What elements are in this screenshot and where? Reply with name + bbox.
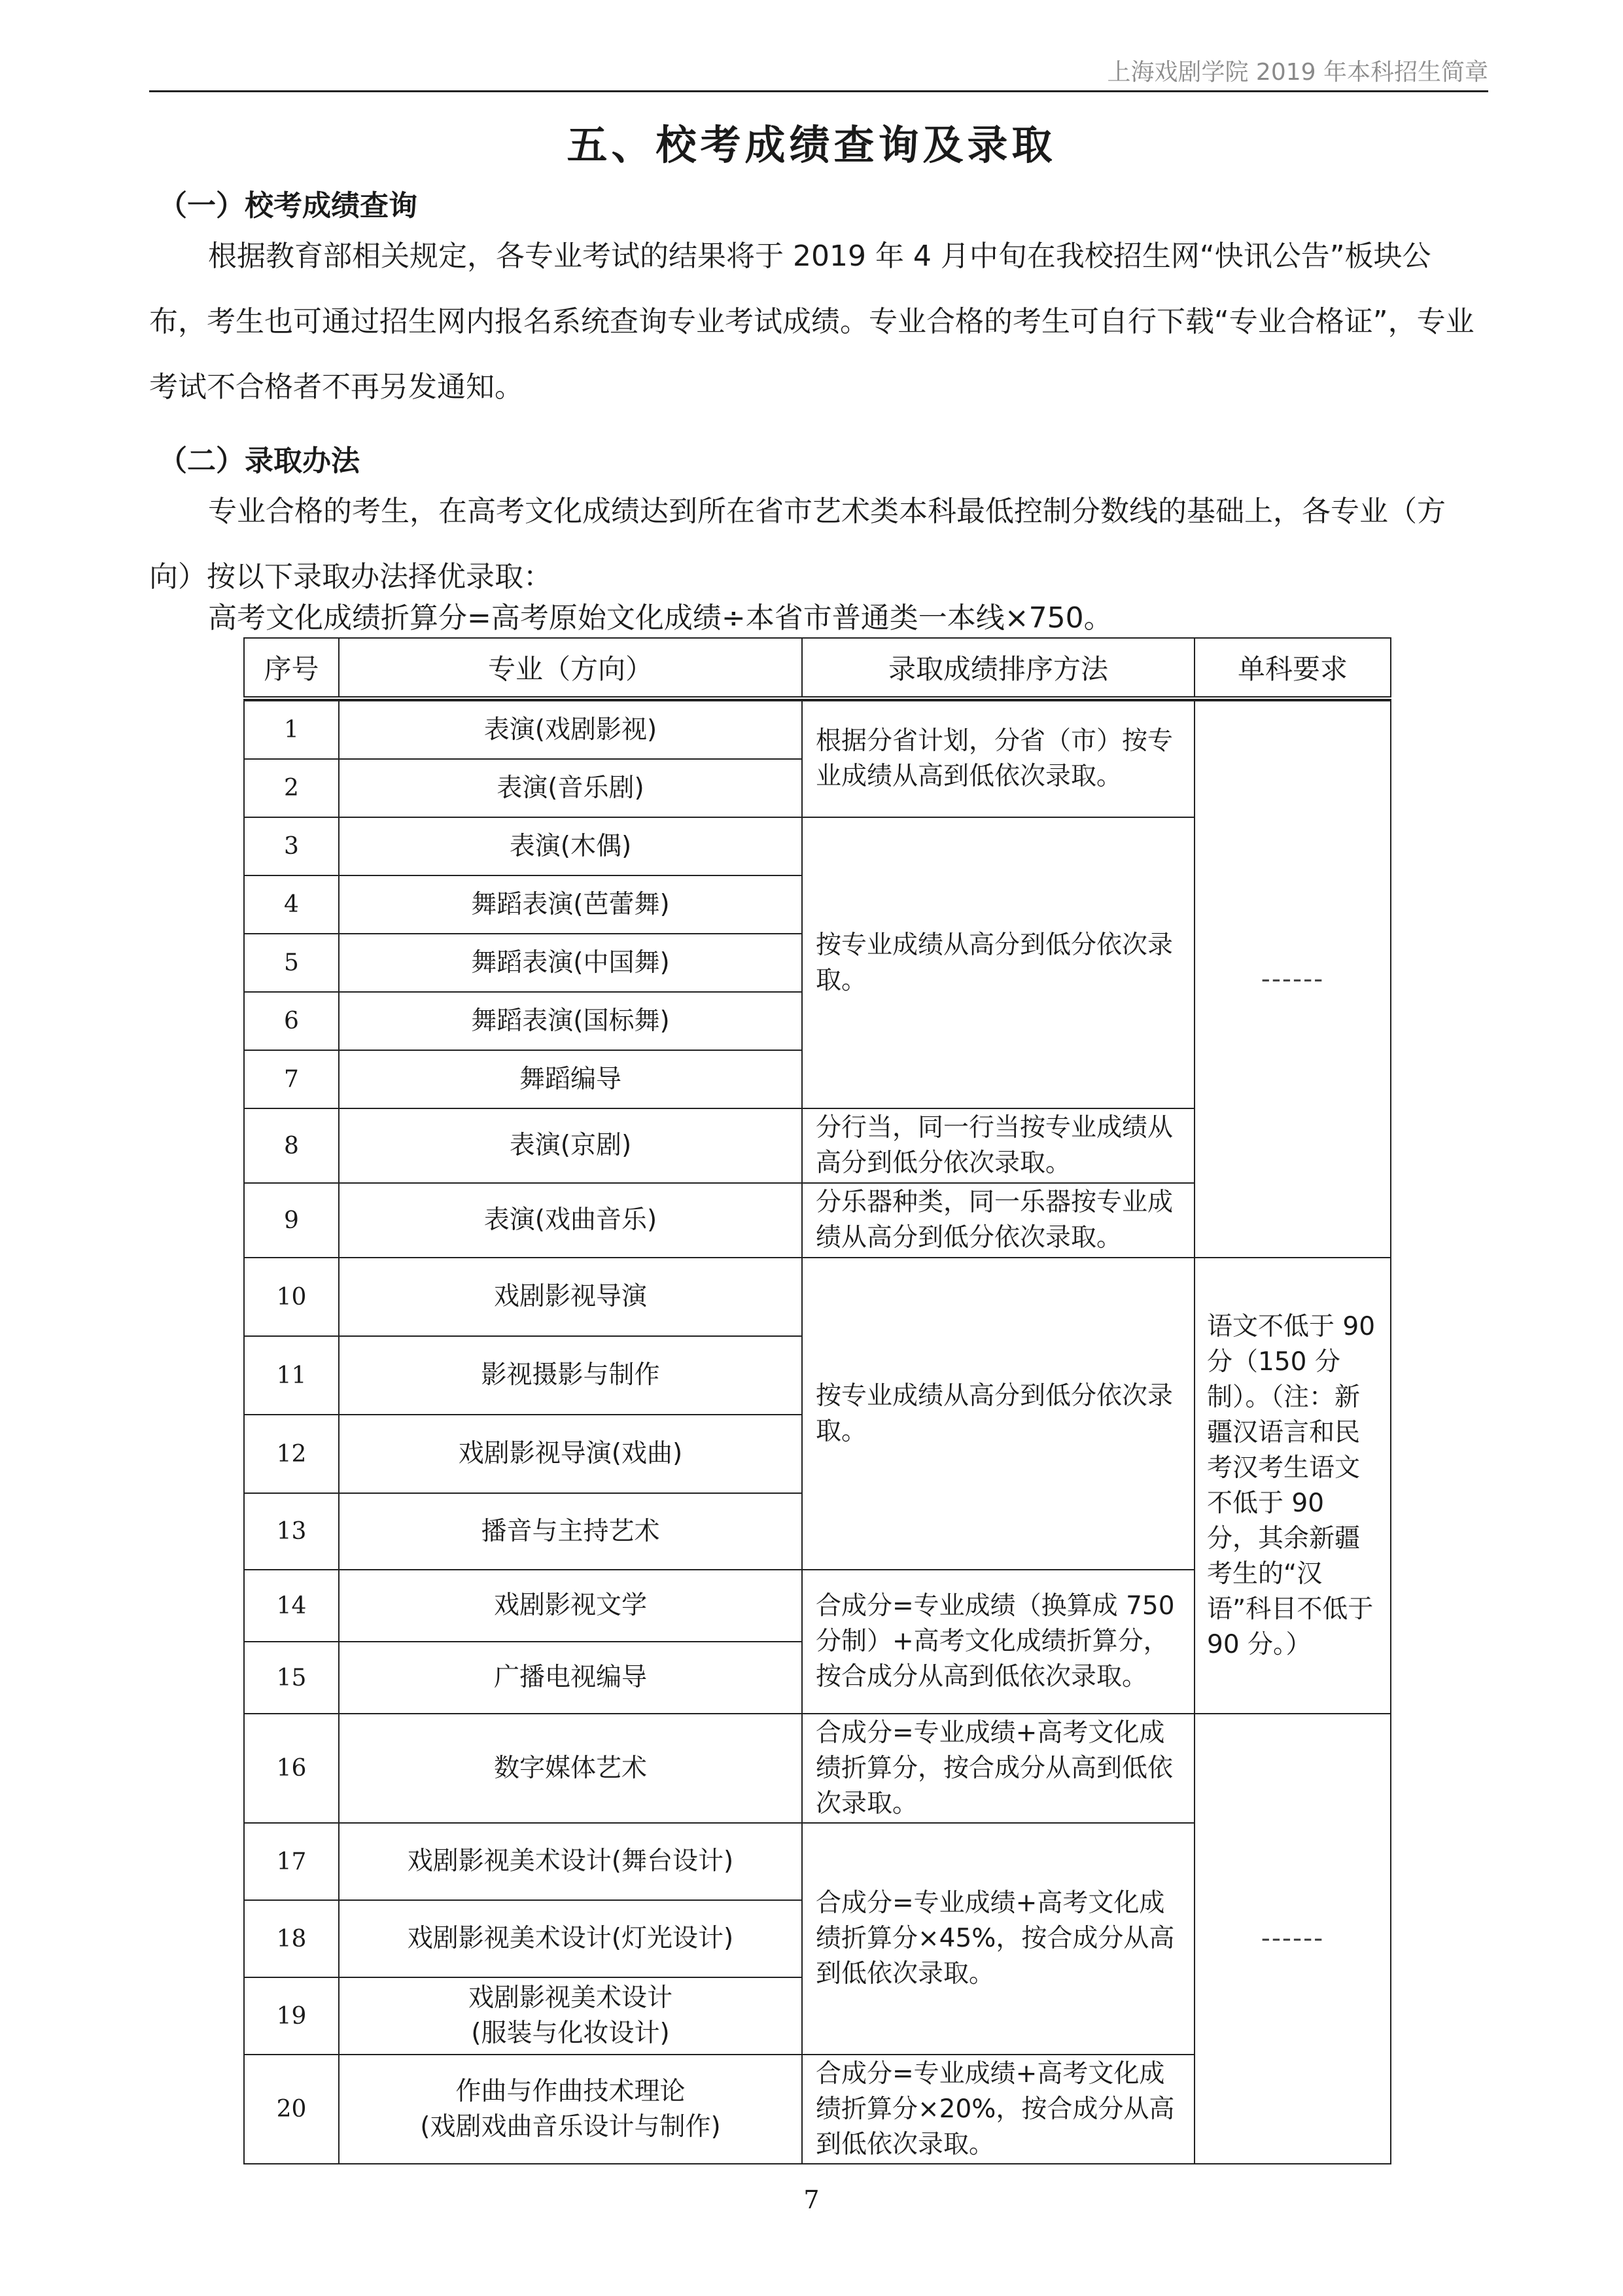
row-major: 表演(戏曲音乐): [339, 1183, 802, 1258]
page-number: 7: [803, 2185, 820, 2214]
row-no: 7: [244, 1050, 339, 1108]
row-no: 6: [244, 992, 339, 1050]
method-cell: 合成分=专业成绩+高考文化成绩折算分×45%，按合成分从高到低依次录取。: [802, 1823, 1195, 2055]
row-no: 3: [244, 817, 339, 875]
row-major: 影视摄影与制作: [339, 1336, 802, 1415]
row-major: 舞蹈表演(中国舞): [339, 934, 802, 992]
row-no: 8: [244, 1108, 339, 1183]
section-2-heading: （二）录取办法: [158, 444, 360, 478]
row-no: 5: [244, 934, 339, 992]
method-cell: 分乐器种类，同一乐器按专业成绩从高分到低分依次录取。: [802, 1183, 1195, 1258]
table-row: [244, 701, 1391, 759]
requirement-cell: [1195, 1258, 1391, 1714]
row-major: [339, 1977, 802, 2055]
row-major-line-1: 作曲与作曲技术理论: [455, 2076, 686, 2106]
row-no: 2: [244, 759, 339, 817]
row-major: 戏剧影视文学: [339, 1570, 802, 1642]
row-no: 4: [244, 875, 339, 934]
table-row: [244, 1714, 1391, 1823]
row-no: 13: [244, 1493, 339, 1570]
method-cell: 按专业成绩从高分到低分依次录取。: [802, 1258, 1195, 1570]
section-1-body: 根据教育部相关规定，各专业考试的结果将于 2019 年 4 月中旬在我校招生网“快讯公告”板块公布，考生也可通过招生网内报名系统查询专业考试成绩。专业合格的考生可自行下载“专业合格证”，专业考试不合格者不再另发通知。: [149, 239, 1475, 404]
row-major: 舞蹈表演(国标舞): [339, 992, 802, 1050]
page-title: 五、校考成绩查询及录取: [567, 121, 1056, 169]
header-rule: [149, 90, 1488, 92]
row-no: 15: [244, 1642, 339, 1714]
row-major: 数字媒体艺术: [339, 1714, 802, 1823]
row-major: 表演(音乐剧): [339, 759, 802, 817]
row-major: 广播电视编导: [339, 1642, 802, 1714]
requirement-cell: [1195, 701, 1391, 1258]
section-1-heading: （一）校考成绩查询: [158, 189, 417, 222]
row-no: 11: [244, 1336, 339, 1415]
row-no: 19: [244, 1977, 339, 2055]
row-no: 12: [244, 1415, 339, 1493]
header-no: 序号: [244, 638, 339, 698]
header-requirement: 单科要求: [1195, 638, 1391, 698]
row-major-line-1: 戏剧影视美术设计: [468, 1983, 672, 2013]
row-major-line-2: (服装与化妆设计): [471, 2019, 670, 2048]
row-major: 表演(木偶): [339, 817, 802, 875]
row-no: 17: [244, 1823, 339, 1900]
row-major: 戏剧影视导演: [339, 1258, 802, 1336]
admission-table: [243, 637, 1391, 2164]
row-no: 20: [244, 2055, 339, 2164]
requirement-cell: [1195, 1714, 1391, 2164]
table-row: [244, 1258, 1391, 1336]
row-major: 舞蹈编导: [339, 1050, 802, 1108]
row-major: 戏剧影视导演(戏曲): [339, 1415, 802, 1493]
row-no: 9: [244, 1183, 339, 1258]
row-major: 戏剧影视美术设计(灯光设计): [339, 1900, 802, 1977]
header-method: 录取成绩排序方法: [802, 638, 1195, 698]
row-no: 10: [244, 1258, 339, 1336]
row-major-line-2: (戏剧戏曲音乐设计与制作): [420, 2111, 721, 2142]
chinese-score-requirement: 语文不低于 90 分（150 分制）。（注：新疆汉语言和民考汉考生语文不低于 90 分，其余新疆考生的“汉语”科目不低于 90 分。）: [1207, 1311, 1376, 1659]
requirement-dash: ------: [1261, 964, 1325, 994]
method-cell: 分行当，同一行当按专业成绩从高分到低分依次录取。: [802, 1108, 1195, 1183]
row-major: [339, 2055, 802, 2164]
row-no: 18: [244, 1900, 339, 1977]
header-major: 专业（方向）: [339, 638, 802, 698]
row-no: 16: [244, 1714, 339, 1823]
row-major: 表演(京剧): [339, 1108, 802, 1183]
row-no: 1: [244, 701, 339, 759]
score-formula: 高考文化成绩折算分=高考原始文化成绩÷本省市普通类一本线×750。: [208, 601, 1113, 635]
row-major: 舞蹈表演(芭蕾舞): [339, 875, 802, 934]
method-cell: 根据分省计划，分省（市）按专业成绩从高到低依次录取。: [802, 701, 1195, 817]
requirement-dash: ------: [1261, 1924, 1325, 1953]
row-major: 表演(戏剧影视): [339, 701, 802, 759]
method-cell: 合成分=专业成绩（换算成 750 分制）+高考文化成绩折算分，按合成分从高到低依次录取。: [802, 1570, 1195, 1714]
method-cell: 合成分=专业成绩+高考文化成绩折算分，按合成分从高到低依次录取。: [802, 1714, 1195, 1823]
page-header: 上海戏剧学院 2019 年本科招生简章: [1107, 59, 1488, 86]
row-no: 14: [244, 1570, 339, 1642]
table-header-row: [244, 638, 1391, 698]
method-cell: 按专业成绩从高分到低分依次录取。: [802, 817, 1195, 1108]
section-2-body: 专业合格的考生，在高考文化成绩达到所在省市艺术类本科最低控制分数线的基础上，各专业（方向）按以下录取办法择优录取：: [149, 495, 1446, 593]
row-major: 戏剧影视美术设计(舞台设计): [339, 1823, 802, 1900]
method-cell: 合成分=专业成绩+高考文化成绩折算分×20%，按合成分从高到低依次录取。: [802, 2055, 1195, 2164]
row-major: 播音与主持艺术: [339, 1493, 802, 1570]
